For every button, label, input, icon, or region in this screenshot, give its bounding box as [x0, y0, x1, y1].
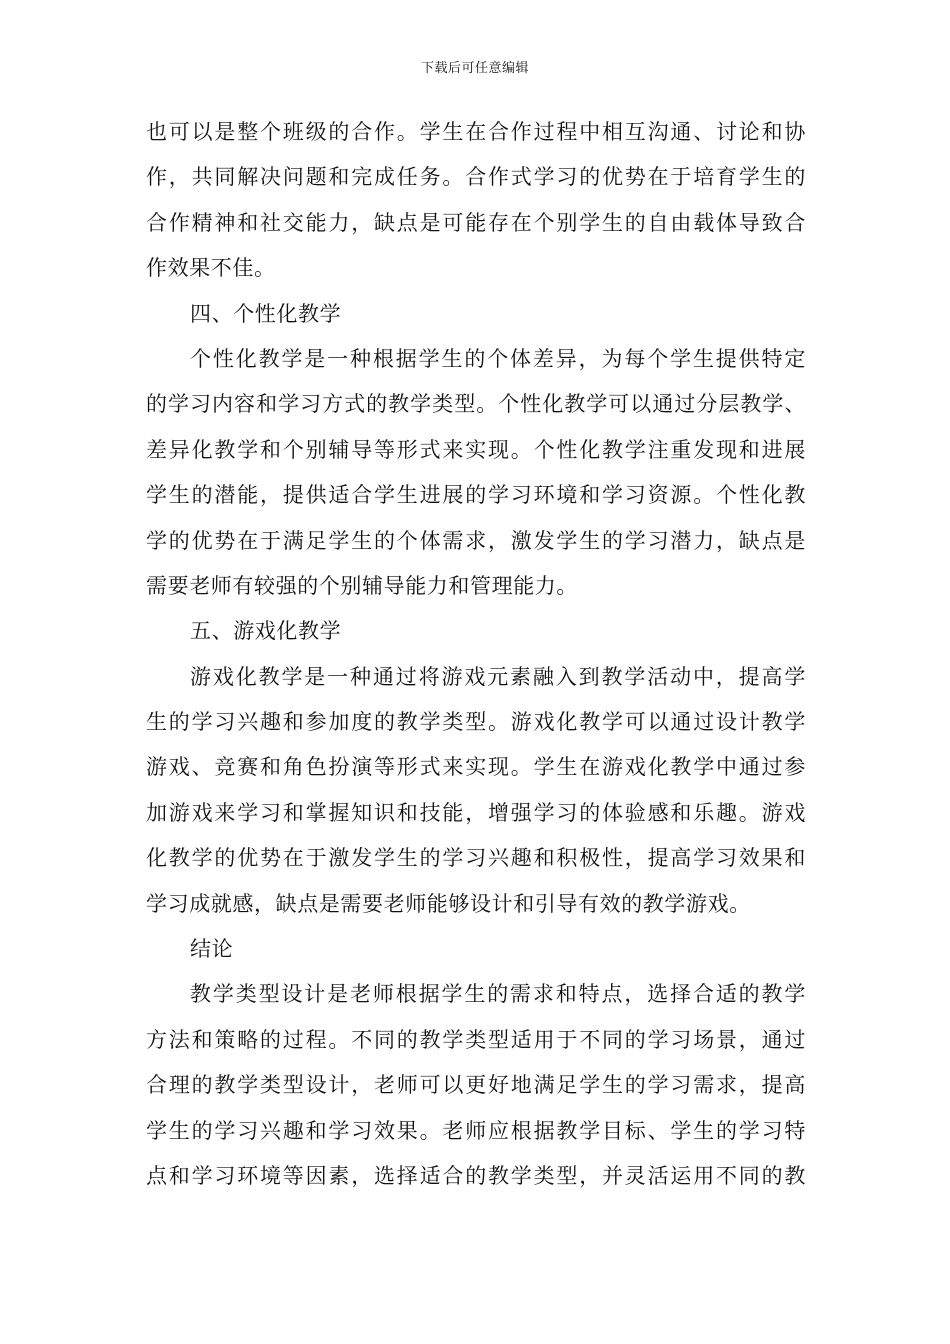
text-line: 化教学的优势在于激发学生的学习兴趣和积极性，提高学习效果和: [146, 846, 806, 871]
text-line: 需要老师有较强的个别辅导能力和管理能力。: [146, 573, 578, 598]
text-line: 作，共同解决问题和完成任务。合作式学习的优势在于培育学生的: [146, 165, 806, 190]
section-heading-personalized: 四、个性化教学: [190, 301, 342, 326]
section-heading-gamified: 五、游戏化教学: [190, 619, 342, 644]
text-line: 加游戏来学习和掌握知识和技能，增强学习的体验感和乐趣。游戏: [146, 800, 806, 825]
text-line: 也可以是整个班级的合作。学生在合作过程中相互沟通、讨论和协: [146, 120, 806, 144]
section-heading-conclusion: 结论: [190, 937, 234, 962]
text-line: 差异化教学和个别辅导等形式来实现。个性化教学注重发现和进展: [146, 437, 806, 462]
text-line: 合理的教学类型设计，老师可以更好地满足学生的学习需求，提高: [146, 1073, 806, 1098]
text-line: 学的优势在于满足学生的个体需求，激发学生的学习潜力，缺点是: [146, 528, 806, 553]
text-line: 学生的潜能，提供适合学生进展的学习环境和学习资源。个性化教: [146, 483, 806, 508]
text-line: 点和学习环境等因素，选择适合的教学类型，并灵活运用不同的教: [146, 1163, 806, 1188]
text-line: 游戏、竞赛和角色扮演等形式来实现。学生在游戏化教学中通过参: [146, 755, 806, 780]
text-line: 生的学习兴趣和参加度的教学类型。游戏化教学可以通过设计教学: [146, 710, 806, 735]
text-line: 作效果不佳。: [146, 256, 276, 281]
body-text: [146, 110, 806, 1199]
text-line: 方法和策略的过程。不同的教学类型适用于不同的学习场景，通过: [146, 1027, 806, 1052]
text-line: 合作精神和社交能力，缺点是可能存在个别学生的自由载体导致合: [146, 210, 806, 235]
text-line: 游戏化教学是一种通过将游戏元素融入到教学活动中，提高学: [190, 664, 806, 689]
download-note-header: 下载后可任意编辑: [420, 61, 529, 76]
text-line: 学习成就感，缺点是需要老师能够设计和引导有效的教学游戏。: [146, 891, 751, 916]
text-line: 学生的学习兴趣和学习效果。老师应根据教学目标、学生的学习特: [146, 1118, 806, 1143]
text-line: 个性化教学是一种根据学生的个体差异，为每个学生提供特定: [190, 346, 806, 371]
text-line: 教学类型设计是老师根据学生的需求和特点，选择合适的教学: [190, 982, 806, 1007]
text-line: 的学习内容和学习方式的教学类型。个性化教学可以通过分层教学、: [146, 392, 806, 417]
